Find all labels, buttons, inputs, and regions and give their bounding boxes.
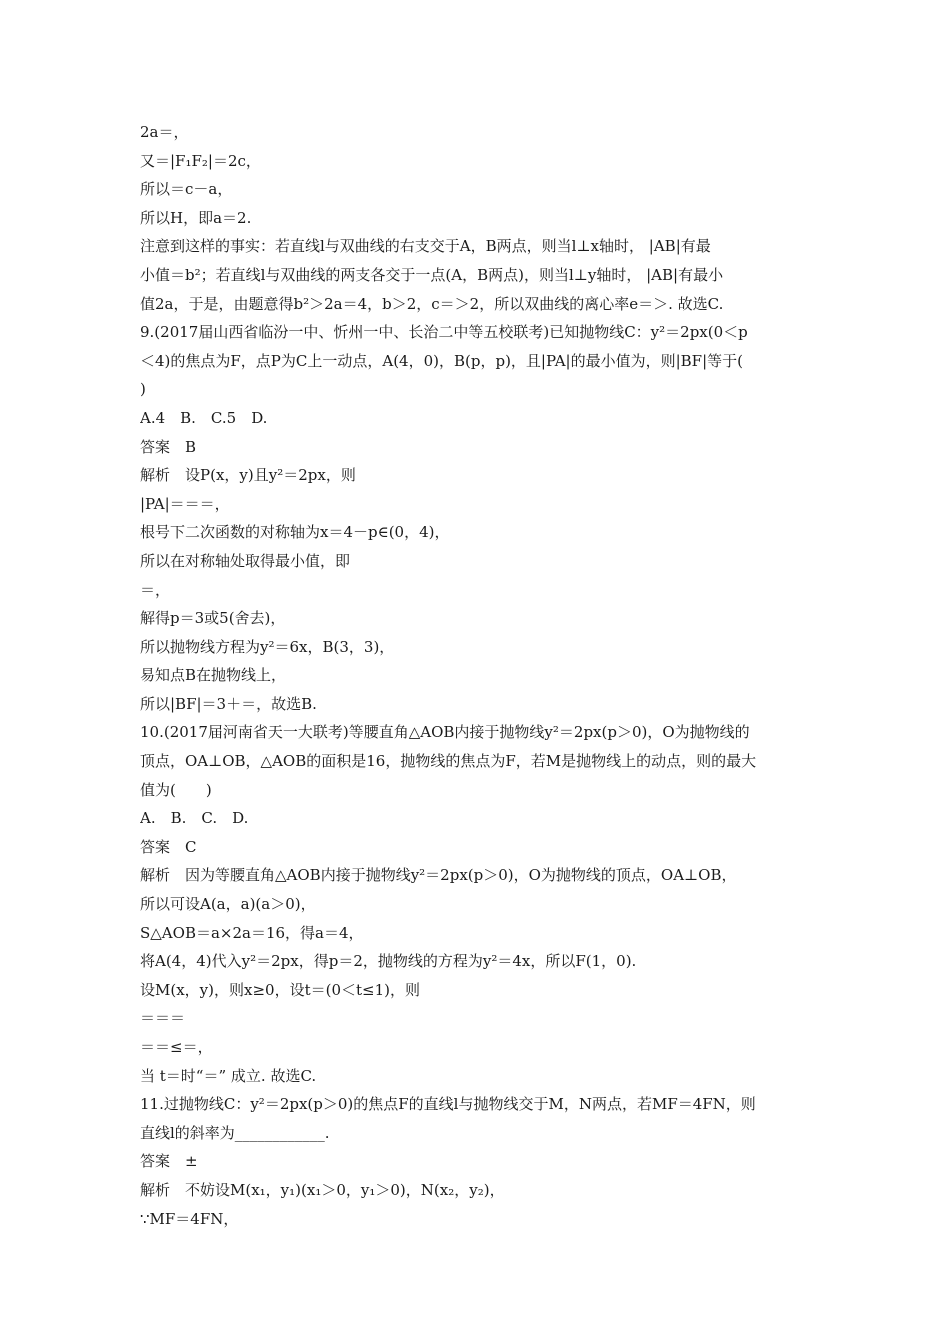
solution-line: 易知点B在抛物线上， (140, 666, 287, 685)
solution-line: 解析 设P(x，y)且y²＝2px，则 (140, 466, 356, 485)
solution-line: ＝＝＝ (140, 1009, 186, 1028)
question-9-stem: ) (140, 380, 146, 399)
solution-line: ＝＝≤＝， (140, 1038, 213, 1056)
text-line: 又＝|F₁F₂|＝2c， (140, 151, 261, 170)
question-11-answer: 答案 ± (140, 1152, 198, 1171)
document-page (140, 118, 820, 1233)
question-10-stem: 顶点，OA⊥OB，△AOB的面积是16，抛物线的焦点为F，若M是抛物线上的动点，则的最大 (140, 752, 757, 771)
solution-line: 当 t＝时“＝” 成立. 故选C. (140, 1066, 317, 1085)
solution-line: |PA|＝＝＝， (140, 494, 230, 513)
solution-line: S△AOB＝a×2a＝16，得a＝4， (140, 923, 364, 942)
question-10-stem: 值为( ) (140, 780, 212, 799)
text-line: 2a＝， (140, 123, 189, 141)
question-11-stem: 11.过抛物线C：y²＝2px(p＞0)的焦点F的直线l与抛物线交于M，N两点，若MF＝4FN，则 (140, 1095, 756, 1114)
question-11-stem: 直线l的斜率为____________. (140, 1123, 330, 1142)
text-line: 注意到这样的事实：若直线l与双曲线的右支交于A，B两点，则当l⊥x轴时， |AB|有最 (140, 237, 711, 256)
text-line: 小值＝b²；若直线l与双曲线的两支各交于一点(A，B两点)，则当l⊥y轴时， |AB|有最小 (140, 265, 724, 284)
solution-line: 所以在对称轴处取得最小值，即 (140, 551, 351, 570)
solution-line: 解析 不妨设M(x₁，y₁)(x₁＞0，y₁＞0)，N(x₂，y₂)， (140, 1180, 505, 1199)
question-9-stem: ＜4)的焦点为F，点P为C上一动点，A(4，0)，B(p，p)，且|PA|的最小值为，则|BF|等于( (140, 351, 743, 370)
solution-line: 所以|BF|＝3＋＝，故选B. (140, 694, 317, 713)
solution-line: 解得p＝3或5(舍去)， (140, 609, 286, 628)
text-line: 所以＝c－a， (140, 180, 233, 199)
question-10-stem: 10.(2017届河南省天一大联考)等腰直角△AOB内接于抛物线y²＝2px(p＞0)，O为抛物线的 (140, 723, 750, 742)
question-9-answer: 答案 B (140, 437, 197, 456)
text-line: 值2a，于是，由题意得b²＞2a＝4，b＞2，c＝＞2，所以双曲线的离心率e＝＞. 故选C. (140, 294, 724, 313)
question-9-options: A.4 B. C.5 D. (140, 408, 268, 427)
solution-line: 解析 因为等腰直角△AOB内接于抛物线y²＝2px(p＞0)，O为抛物线的顶点，OA⊥OB， (140, 866, 737, 885)
solution-line: 将A(4，4)代入y²＝2px，得p＝2，抛物线的方程为y²＝4x，所以F(1，0). (140, 952, 637, 971)
question-10-options: A. B. C. D. (140, 809, 249, 828)
solution-line: 设M(x，y)，则x≥0，设t＝(0＜t≤1)，则 (140, 980, 420, 999)
solution-line: ∵MF＝4FN， (140, 1209, 239, 1228)
solution-line: 根号下二次函数的对称轴为x＝4－p∈(0，4)， (140, 523, 450, 542)
solution-line: 所以抛物线方程为y²＝6x，B(3，3)， (140, 637, 395, 656)
solution-line: ＝， (140, 580, 171, 599)
question-10-answer: 答案 C (140, 837, 197, 856)
text-line: 所以H，即a＝2. (140, 208, 252, 227)
solution-line: 所以可设A(a，a)(a＞0)， (140, 895, 316, 914)
question-9-stem: 9.(2017届山西省临汾一中、忻州一中、长治二中等五校联考)已知抛物线C：y²＝2px(0＜p (140, 323, 748, 342)
